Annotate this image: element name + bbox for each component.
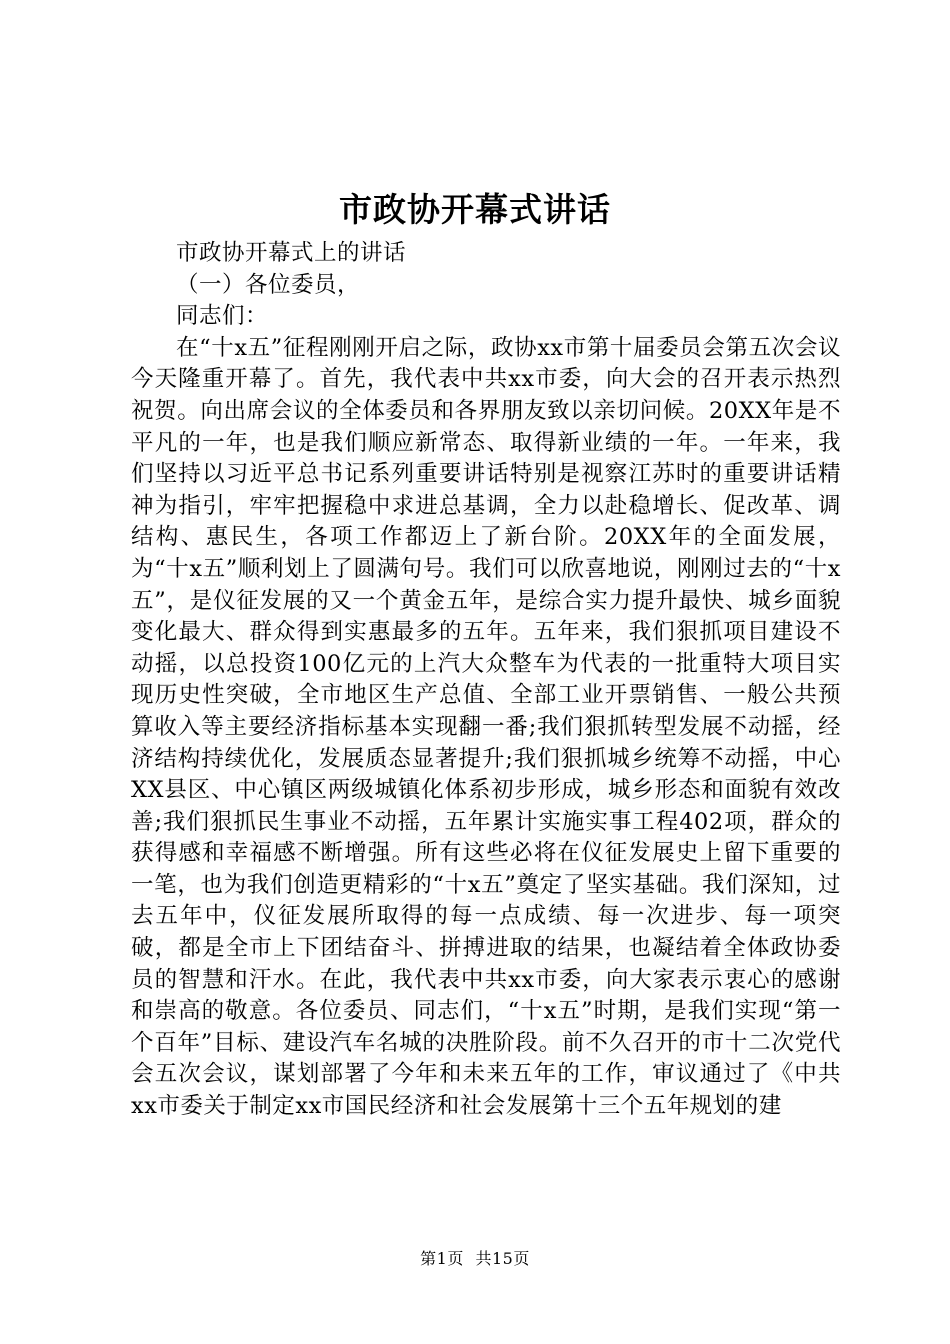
page-total: 共15页 [475, 1249, 530, 1268]
document-title: 市政协开幕式讲话 [339, 190, 611, 229]
salutation-paragraph: （一）各位委员， [176, 271, 361, 298]
body-paragraph: 在“十x五”征程刚刚开启之际，政协xx市第十届委员会第五次会议今天隆重开幕了。首先，我代表中共xx市委，向大会的召开表示热烈祝贺。向出席会议的全体委员和各界朋友致以亲切问候。20XX年是不平凡的一年，也是我们顺应新常态、取得新业绩的一年。一年来，我们坚持以习近平总书记系列重要讲话特别是视察江苏时的重要讲话精神为指引，牢牢把握稳中求进总基调，全力以赴稳增长、促改革、调结构、惠民生，各项工作都迈上了新台阶。20XX年的全面发展，为“十x五”顺利划上了圆满句号。我们可以欣喜地说，刚刚过去的“十x五”，是仪征发展的又一个黄金五年，是综合实力提升最快、城乡面貌变化最大、群众得到实惠最多的五年。五年来，我们狠抓项目建设不动摇，以总投资100亿元的上汽大众整车为代表的一批重特大项目实现历史性突破，全市地区生产总值、全部工业开票销售、一般公共预算收入等主要经济指标基本实现翻一番;我们狠抓转型发展不动摇，经济结构持续优化，发展质态显著提升;我们狠抓城乡统筹不动摇，中心XX县区、中心镇区两级城镇化体系初步形成，城乡形态和面貌有效改善;我们狠抓民生事业不动摇，五年累计实施实事工程402项，群众的获得感和幸福感不断增强。所有这些必将在仪征发展史上留下重要的一笔，也为我们创造更精彩的“十x五”奠定了坚实基础。我们深知，过去五年中，仪征发展所取得的每一点成绩、每一次进步、每一项突破，都是全市上下团结奋斗、拼搏进取的结果，也凝结着全体政协委员的智慧和汗水。在此，我代表中共xx市委，向大家表示衷心的感谢和崇高的敬意。各位委员、同志们，“十x五”时期，是我们实现“第一个百年”目标、建设汽车名城的决胜阶段。前不久召开的市十二次党代会五次会议，谋划部署了今年和未来五年的工作，审议通过了《中共xx市委关于制定xx市国民经济和社会发展第十三个五年规划的建 [131, 334, 841, 1120]
subtitle-paragraph: 市政协开幕式上的讲话 [176, 240, 407, 266]
page-footer [0, 1246, 950, 1269]
document-body [131, 238, 841, 1123]
salutation-paragraph: 同志们： [176, 303, 269, 330]
page-number: 第1页 [420, 1249, 464, 1268]
